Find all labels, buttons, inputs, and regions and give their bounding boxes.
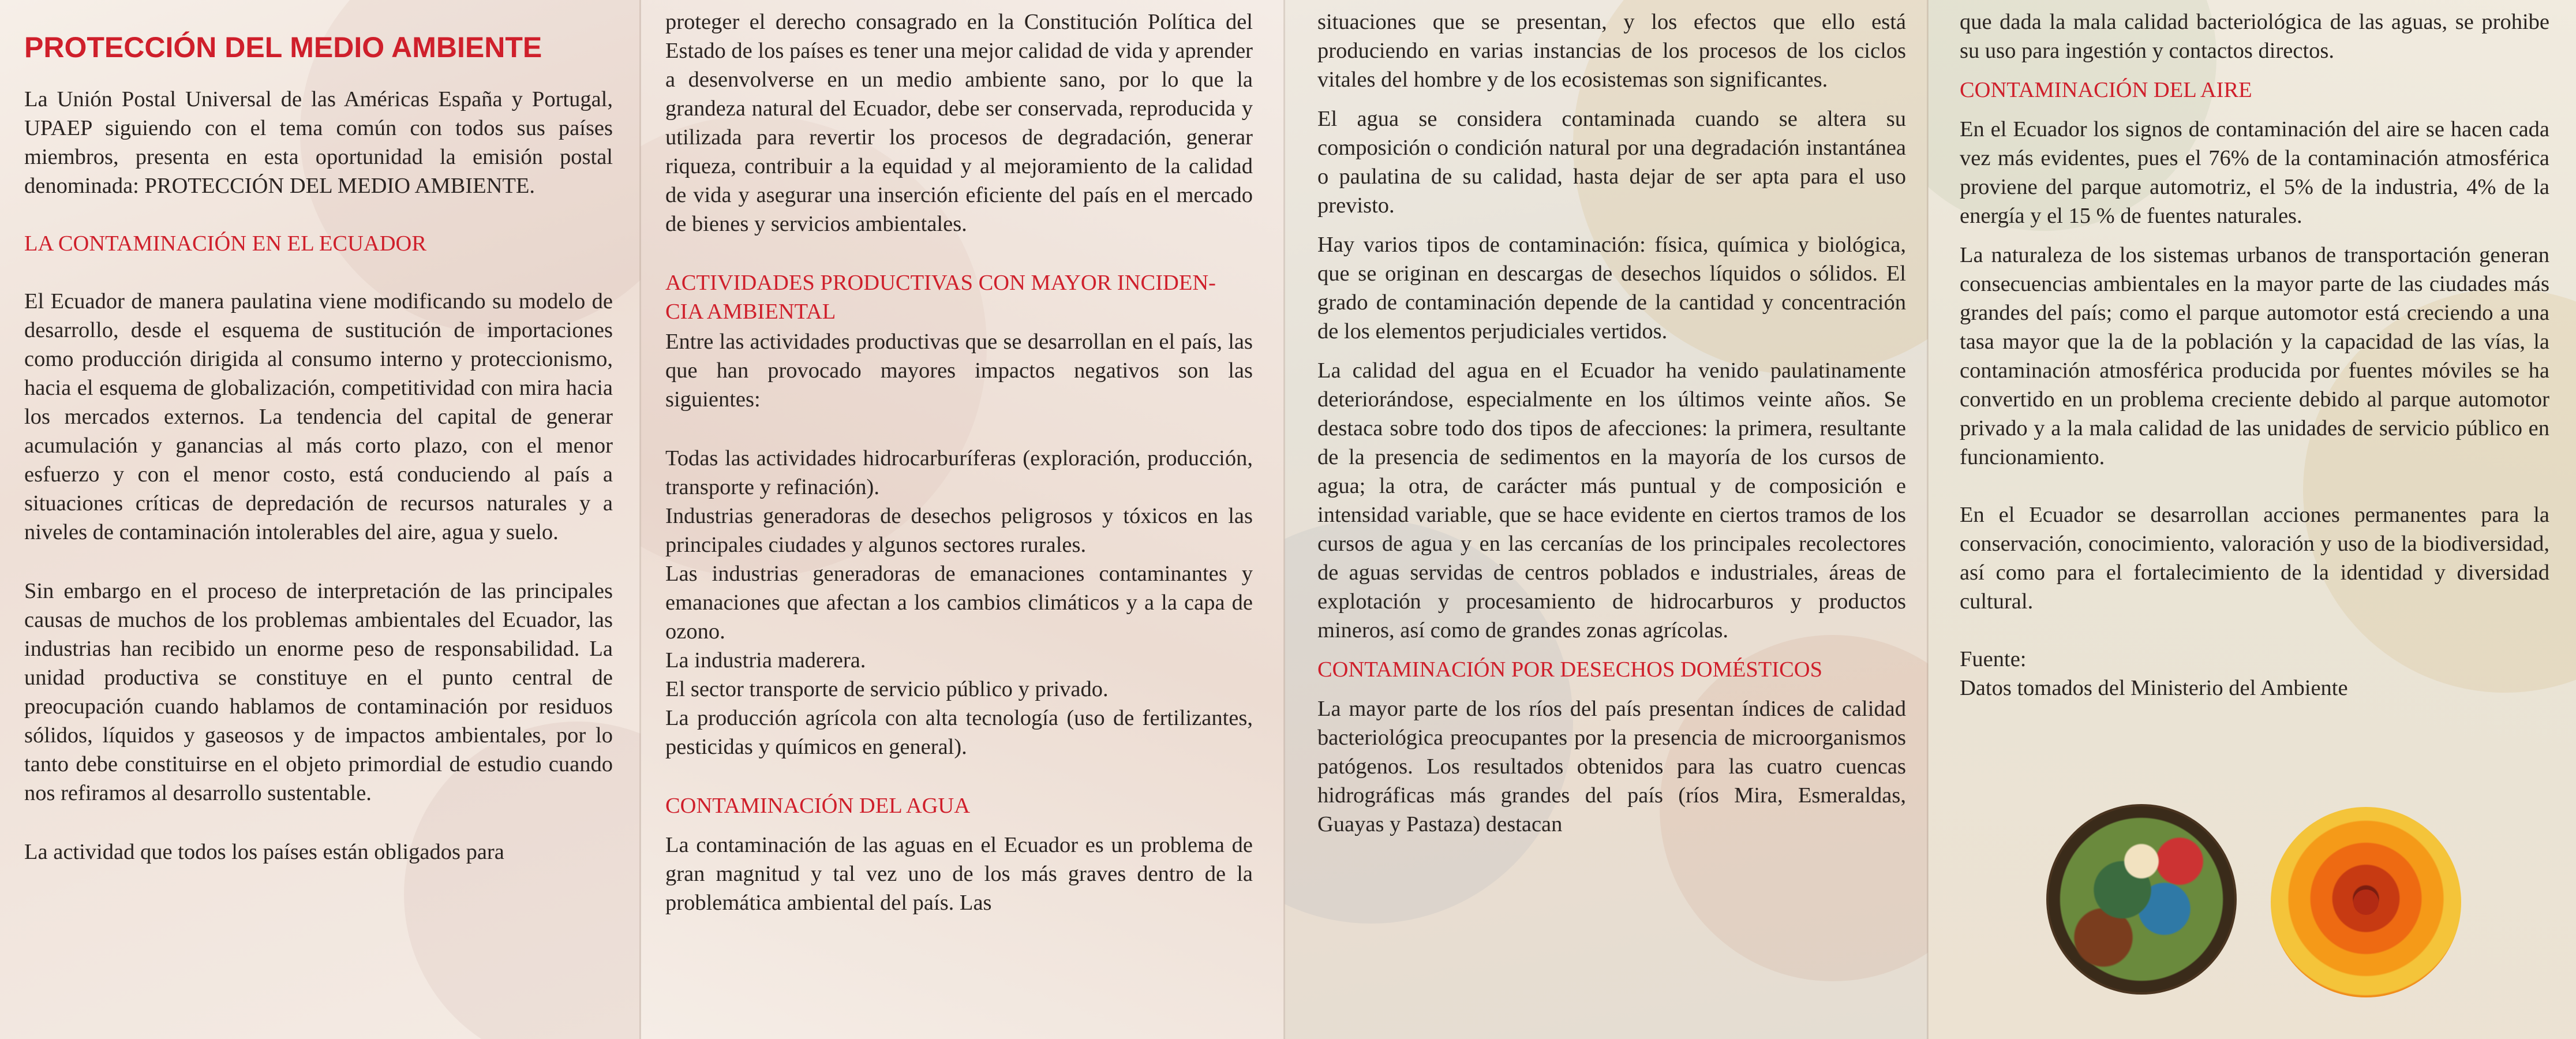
paragraph: Sin embargo en el proceso de interpretación de las principales causas de muchos de los problemas ambientales del Ecuador, las industrias han recibido un enorme peso de responsabilidad. La unidad productiva se constituye en el punto central de preocupación cuando hablamos de contaminación por residuos sólidos, líquidos y gaseosos y de impactos ambientales, por lo tanto debe constituirse en el objeto primordial de estudio cuando nos refiramos al desarrollo sustentable. [24,579,613,805]
list-item: La industria maderera. [665,648,866,672]
source-text: Datos tomados del Ministerio del Ambiente [1960,676,2348,700]
list-item: Todas las actividades hidrocarburíferas (exploración, producción, transporte y refinación). [665,446,1253,499]
section-heading-water-contamination: CONTAMINACIÓN DEL AGUA [665,794,971,818]
paragraph: que dada la mala calidad bacteriológica de las aguas, se prohibe su uso para ingestión y contactos directos. [1960,10,2549,63]
section-heading-air-contamination: CONTAMINACIÓN DEL AIRE [1960,78,2252,102]
column-1 [24,0,613,866]
list-item: El sector transporte de servicio público y privado. [665,677,1109,701]
paragraph: El Ecuador de manera paulatina viene modificando su modelo de desarrollo, desde el esquema de sustitución de importaciones como producción dirigida al consumo interno y proteccionismo, hacia el esquema de globalización, competitividad con mira hacia los mercados externos. La tendencia del capital de generar acumulación y ganancias al más corto plazo, con el menor esfuerzo y con el menor costo, está conduciendo al país a situaciones críticas de depredación de recursos naturales y a niveles de contaminación intolerables del aire, agua y suelo. [24,289,613,544]
paragraph: proteger el derecho consagrado en la Constitución Política del Estado de los países es tener una mejor calidad de vida y aprender a desenvolverse en un medio ambiente sano, por lo que la grandeza natural del Ecuador, debe ser conservada, reproducida y utilizada para revertir los procesos de degradación, generar riqueza, contribuir a la equidad y al mejoramiento de la calidad de vida y asegurar una inserción eficiente del país en el mercado de bienes y servicios ambientales. [665,10,1253,236]
source-label: Fuente: [1960,647,2027,671]
intro-paragraph: La Unión Postal Universal de las Américas España y Portugal, UPAEP siguiendo con el tema común con todos sus países miembros, presenta en esta oportunidad la emisión postal denominada: PROTECCIÓN DEL MEDIO AMBIENTE. [24,87,613,198]
paragraph: La contaminación de las aguas en el Ecuador es un problema de gran magnitud y tal vez uno de los más graves dentro de la problemática ambiental del país. Las [665,833,1253,915]
paragraph: La mayor parte de los ríos del país presentan índices de calidad bacteriológica preocupantes por la presencia de microorganismos patógenos. Los resultados obtenidos para las cuatro cuencas hidrográficas más grandes del país (ríos Mira, Esmeraldas, Guayas y Pastaza) destacan [1317,697,1906,836]
section-heading-domestic-waste: CONTAMINACIÓN POR DESECHOS DOMÉSTICOS [1317,657,1823,682]
paragraph: La actividad que todos los países están obligados para [24,840,504,864]
column-3 [1317,0,1906,839]
activities-list [665,444,1253,761]
document-title: PROTECCIÓN DEL MEDIO AMBIENTE [24,31,542,63]
fold-line [1283,0,1285,1039]
paragraph: Entre las actividades productivas que se desarrollan en el país, las que han provocado mayores impactos negativos son las siguientes: [665,330,1253,412]
fold-line [639,0,641,1039]
paragraph: situaciones que se presentan, y los efectos que ello está produciendo en varias instancias de los procesos de los ciclos vitales del hombre y de los ecosistemas son significantes. [1317,10,1906,92]
sun-mandala-medallion [2271,807,2461,997]
mandala-center [2353,889,2379,915]
list-item: Las industrias generadoras de emanaciones contaminantes y emanaciones que afectan a los cambios climáticos y a la capa de ozono. [665,562,1253,644]
section-heading-contamination-ecuador: LA CONTAMINACIÓN EN EL ECUADOR [24,231,427,256]
fold-line [1927,0,1929,1039]
column-4 [1960,0,2549,702]
paragraph: En el Ecuador se desarrollan acciones permanentes para la conservación, conocimiento, valoración y uso de la biodiversidad, así como para el fortalecimiento de la identidad y diversidad cultural. [1960,503,2549,614]
section-heading-productive-activities: ACTIVIDADES PRODUCTIVAS CON MAYOR INCIDEN-CIA AMBIENTAL [665,271,1216,324]
paragraph: El agua se considera contaminada cuando se altera su composición o condición natural por una degradación instantánea o paulatina de su calidad, hasta dejar de ser apta para el uso previsto. [1317,107,1906,218]
list-item: La producción agrícola con alta tecnología (uso de fertilizantes, pesticidas y químicos en general). [665,706,1253,759]
paragraph: Hay varios tipos de contaminación: física, química y biológica, que se originan en descargas de desechos líquidos o sólidos. El grado de contaminación depende de la cantidad y concentración de los elementos perjudiciales vertidos. [1317,233,1906,343]
list-item: Industrias generadoras de desechos peligrosos y tóxicos en las principales ciudades y algunos sectores rurales. [665,504,1253,557]
environment-illustration-medallion [2046,804,2237,995]
paragraph: La naturaleza de los sistemas urbanos de transportación generan consecuencias ambientales en la mayor parte de las ciudades más grandes del país; como el parque automotor está creciendo a una tasa mayor que la de la población y la capacidad de las vías, la contaminación atmosférica producida por fuentes móviles se ha convertido en un problema creciente debido al parque automotor privado y a la mala calidad de las unidades de servicio público en funcionamiento. [1960,243,2549,469]
paragraph: En el Ecuador los signos de contaminación del aire se hacen cada vez más evidentes, pues el 76% de la contaminación atmosférica proviene del parque automotriz, el 5% de la industria, 4% de la energía y el 15 % de fuentes naturales. [1960,117,2549,228]
column-2 [665,0,1253,917]
paragraph: La calidad del agua en el Ecuador ha venido paulatinamente deteriorándose, especialmente en los últimos veinte años. Se destaca sobre todo dos tipos de afecciones: la primera, resultante de la presencia de sedimentos en la mayoría de los cursos de agua; la otra, de carácter más puntual y de composición e intensidad variable, que se hace evidente en ciertos tramos de los cursos de agua y en las cercanías de los principales recolectores de aguas servidas de centros poblados e industriales, áreas de explotación y procesamiento de hidrocarburos y productos mineros, así como de grandes zonas agrícolas. [1317,358,1906,642]
